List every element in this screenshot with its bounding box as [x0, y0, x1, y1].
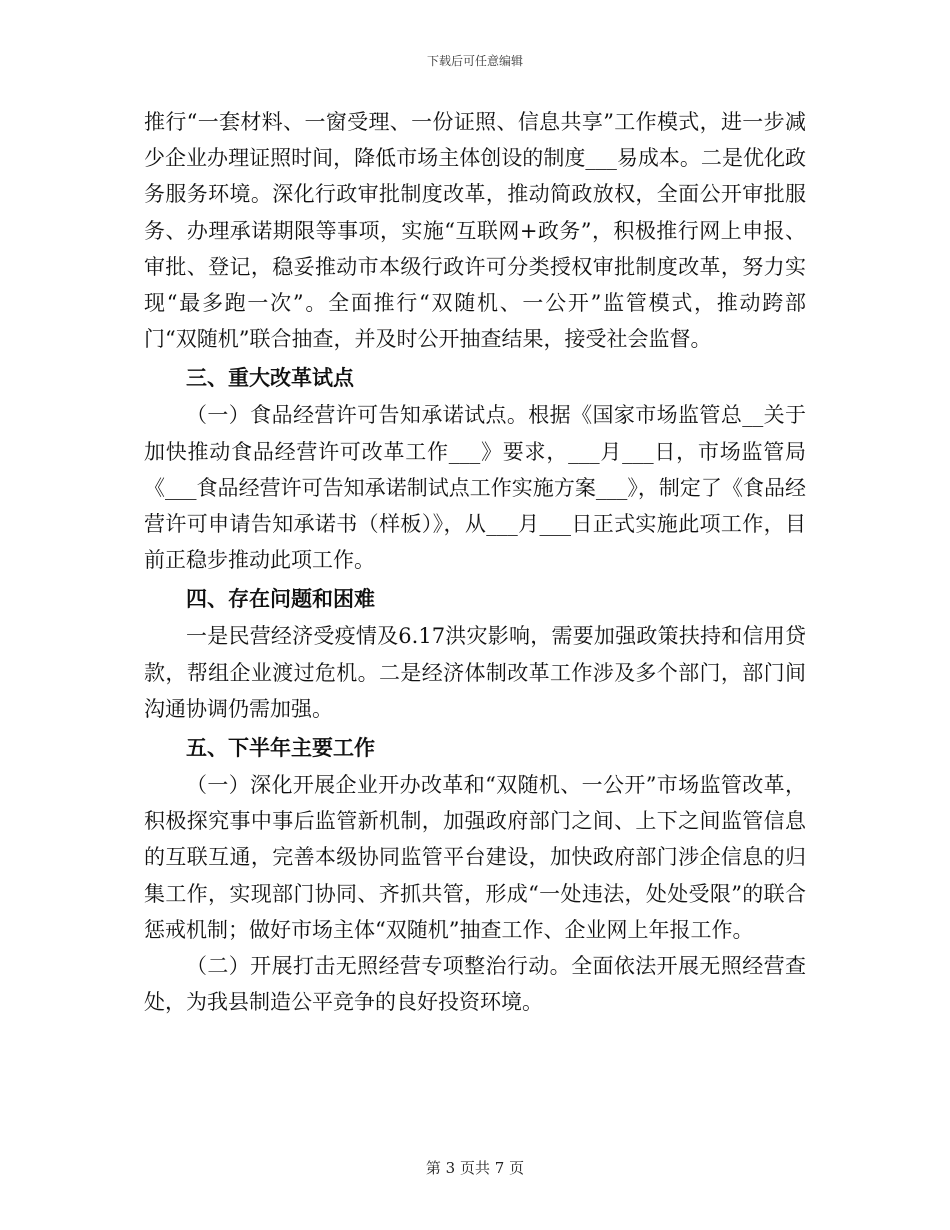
document-body — [144, 104, 806, 1020]
paragraph-problems: 一是民营经济受疫情及6.17洪灾影响，需要加强政策扶持和信用贷款，帮组企业渡过危机。二是经济体制改革工作涉及多个部门，部门间沟通协调仍需加强。 — [144, 624, 806, 721]
paragraph-service-environment: 推行“一套材料、一窗受理、一份证照、信息共享”工作模式，进一步减少企业办理证照时间，降低市场主体创设的制度___易成本。二是优化政务服务环境。深化行政审批制度改革，推动简政放权，全面公开审批服务、办理承诺期限等事项，实施“互联网+政务”，积极推行网上申报、审批、登记，稳妥推动市本级行政许可分类授权审批制度改革，努力实现“最多跑一次”。全面推行“双随机、一公开”监管模式，推动跨部门“双随机”联合抽查，并及时公开抽查结果，接受社会监督。 — [144, 110, 806, 352]
section-heading-second-half-work: 五、下半年主要工作 — [186, 735, 375, 761]
section-heading-reform-pilot: 三、重大改革试点 — [186, 365, 354, 391]
page-number: 第 3 页共 7 页 — [425, 1159, 525, 1177]
paragraph-food-license-pilot: （一）食品经营许可告知承诺试点。根据《国家市场监管总__关于加快推动食品经营许可改革工作___》要求，___月___日，市场监管局《___食品经营许可告知承诺制试点工作实施方案___》，制定了《食品经营许可申请告知承诺书（样板）》，从___月___日正式实施此项工作，目前正稳步推动此项工作。 — [144, 403, 806, 573]
paragraph-unlicensed-business: （二）开展打击无照经营专项整治行动。全面依法开展无照经营查处，为我县制造公平竞争的良好投资环境。 — [144, 954, 806, 1015]
section-heading-problems: 四、存在问题和困难 — [186, 586, 375, 612]
page-header: 下载后可任意编辑 — [426, 54, 523, 68]
paragraph-deepen-reform: （一）深化开展企业开办改革和“双随机、一公开”市场监管改革，积极探究事中事后监管新机制，加强政府部门之间、上下之间监管信息的互联互通，完善本级协同监管平台建设，加快政府部门涉企信息的归集工作，实现部门协同、齐抓共管，形成“一处违法，处处受限”的联合惩戒机制；做好市场主体“双随机”抽查工作、企业网上年报工作。 — [144, 773, 806, 942]
